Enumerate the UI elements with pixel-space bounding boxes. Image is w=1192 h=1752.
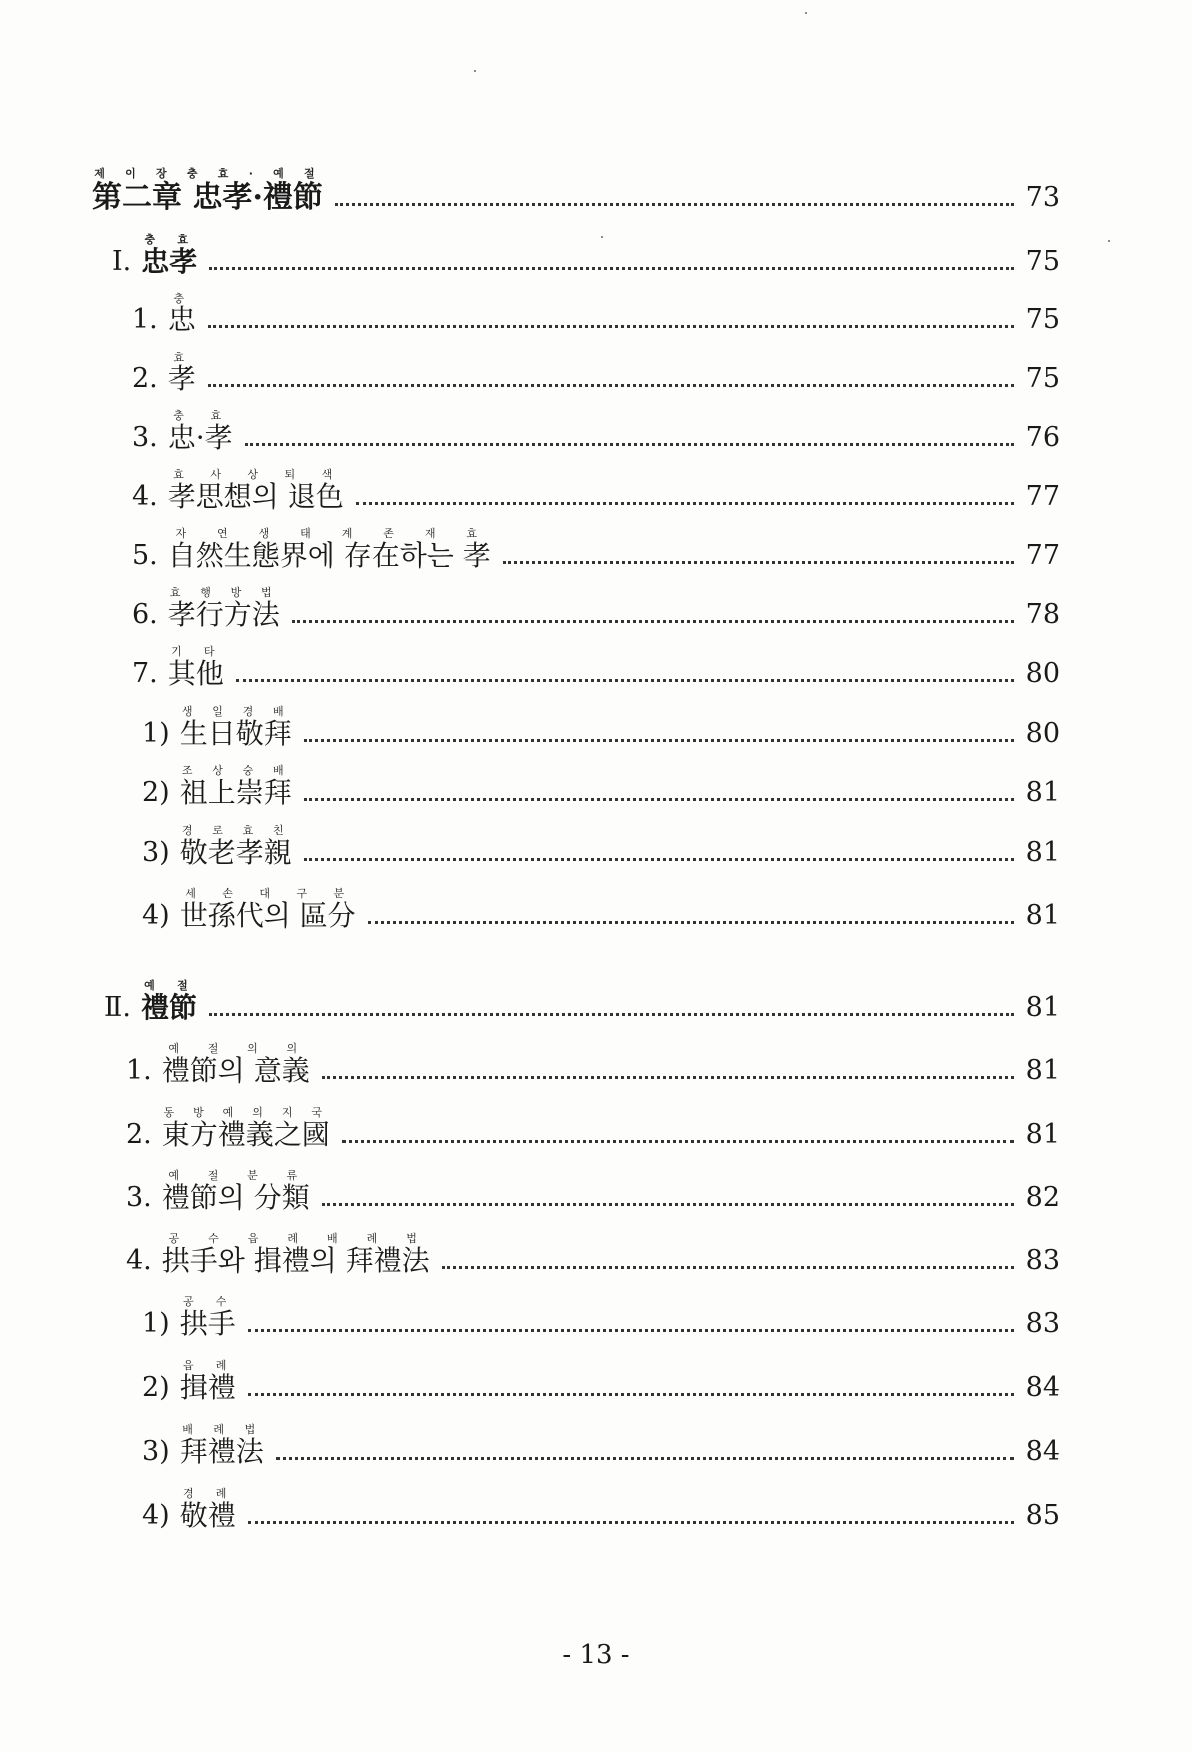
toc-entry[interactable] [132, 272, 1060, 336]
entry-title: 禮節예 절 [140, 979, 197, 1024]
entry-number: 2. [126, 1119, 152, 1150]
page-number: 84 [1025, 1436, 1060, 1467]
scan-speck [805, 12, 807, 14]
page-number: 75 [1025, 363, 1060, 394]
entry-title: 東方禮義之國동 방 예 의 지 국 [161, 1106, 330, 1151]
dot-leader [442, 1266, 1014, 1269]
page-number: 80 [1025, 718, 1060, 749]
dot-leader [356, 502, 1014, 505]
entry-number: 4) [142, 900, 170, 931]
toc-entry[interactable] [126, 1150, 1060, 1214]
entry-number: 4. [126, 1245, 152, 1276]
entry-title: 敬老孝親경 로 효 친 [179, 824, 292, 869]
toc-entry-sub[interactable] [142, 1276, 1060, 1340]
dot-leader [322, 1076, 1014, 1079]
dot-leader [248, 1393, 1014, 1396]
toc-entry-chapter[interactable] [92, 150, 1060, 214]
entry-title: 禮節의 意義예 절 의 의 [161, 1042, 310, 1087]
entry-title: 生日敬拜생 일 경 배 [179, 705, 292, 750]
toc-entry[interactable] [126, 1087, 1060, 1151]
entry-title: 拜禮法배 례 법 [179, 1423, 264, 1468]
dot-leader [208, 384, 1014, 387]
toc-entry-sub[interactable] [142, 805, 1060, 869]
dot-leader [236, 679, 1014, 682]
page-number: 76 [1025, 422, 1060, 453]
entry-number: 2) [142, 1372, 170, 1403]
dot-leader [304, 798, 1014, 801]
entry-number: 3) [142, 1436, 170, 1467]
entry-number: 7. [132, 658, 158, 689]
entry-title: 禮節의 分類예 절 분 류 [161, 1169, 310, 1214]
entry-number: 3. [126, 1182, 152, 1213]
toc-entry[interactable] [132, 331, 1060, 395]
scan-speck [474, 70, 476, 72]
entry-title: 忠충 [167, 292, 196, 336]
toc-entry[interactable] [132, 626, 1060, 690]
dot-leader [292, 620, 1014, 623]
entry-title: 孝行方法효 행 방 법 [167, 586, 280, 631]
entry-title: 孝思想의 退色효 사 상 퇴 색 [167, 468, 344, 513]
footer-page-number: - 13 - [562, 1640, 630, 1670]
dot-leader [208, 325, 1014, 328]
entry-title: 拱手와 揖禮의 拜禮法공 수 읍 례 배 례 법 [161, 1232, 430, 1277]
dot-leader [248, 1329, 1014, 1332]
entry-title: 世孫代의 區分세 손 대 구 분 [179, 887, 356, 932]
dot-leader [209, 267, 1013, 270]
dot-leader [304, 858, 1014, 861]
entry-title: 自然生態界에 存在하는 孝자 연 생 태 계 존 재 효 [167, 527, 491, 572]
toc-entry-sub[interactable] [142, 686, 1060, 750]
page-number: 83 [1025, 1245, 1060, 1276]
toc-entry-sub[interactable] [142, 745, 1060, 809]
page-number: 80 [1025, 658, 1060, 689]
toc-entry[interactable] [132, 449, 1060, 513]
entry-number: 2. [132, 363, 158, 394]
page-number: 78 [1025, 599, 1060, 630]
page-number: 85 [1025, 1500, 1060, 1531]
dot-leader [276, 1457, 1014, 1460]
page-number: 84 [1025, 1372, 1060, 1403]
entry-title: 忠·孝충 효 [167, 409, 233, 454]
entry-number: 4. [132, 481, 158, 512]
entry-title: 第二章 忠孝·禮節제 이 장 충 효 · 예 절 [92, 167, 323, 215]
entry-number: 1. [126, 1055, 152, 1086]
entry-number: 3. [132, 422, 158, 453]
page-number: 82 [1025, 1182, 1060, 1213]
toc-entry-sub[interactable] [142, 1404, 1060, 1468]
entry-title: 揖禮읍 례 [179, 1359, 236, 1404]
entry-number: Ⅱ. [104, 992, 131, 1023]
scan-speck [1108, 240, 1110, 242]
dot-leader [335, 203, 1014, 206]
dot-leader [248, 1521, 1014, 1524]
entry-number: Ⅰ. [112, 246, 132, 277]
toc-entry[interactable] [132, 567, 1060, 631]
page-number: 81 [1025, 1119, 1060, 1150]
toc-entry-sub[interactable] [142, 1340, 1060, 1404]
toc-entry[interactable] [132, 508, 1060, 572]
entry-title: 敬禮경 례 [179, 1487, 236, 1532]
page-number: 81 [1025, 837, 1060, 868]
toc-entry[interactable] [126, 1213, 1060, 1277]
dot-leader [503, 561, 1014, 564]
page-number: 81 [1025, 992, 1060, 1023]
page-number: 77 [1025, 481, 1060, 512]
entry-title: 拱手공 수 [179, 1295, 236, 1340]
page-number: 81 [1025, 1055, 1060, 1086]
toc-entry[interactable] [132, 390, 1060, 454]
page-number: 83 [1025, 1308, 1060, 1339]
page-number: 77 [1025, 540, 1060, 571]
page-number: 81 [1025, 777, 1060, 808]
page-number: 75 [1025, 304, 1060, 335]
entry-number: 2) [142, 777, 170, 808]
page-number: 73 [1025, 182, 1060, 213]
dot-leader [245, 443, 1014, 446]
page-number: 81 [1025, 900, 1060, 931]
entry-number: 5. [132, 540, 158, 571]
dot-leader [209, 1013, 1014, 1016]
toc-entry[interactable] [126, 1023, 1060, 1087]
toc-entry-sub[interactable] [142, 1468, 1060, 1532]
entry-number: 3) [142, 837, 170, 868]
entry-number: 1) [142, 1308, 170, 1339]
entry-number: 4) [142, 1500, 170, 1531]
toc-entry-sub[interactable] [142, 868, 1060, 932]
scan-speck [601, 236, 603, 238]
toc-entry-section-2[interactable] [104, 960, 1060, 1024]
entry-title: 孝효 [167, 351, 196, 395]
entry-number: 6. [132, 599, 158, 630]
dot-leader [368, 921, 1014, 924]
entry-title: 忠孝충 효 [141, 233, 198, 278]
page-number: 75 [1025, 246, 1060, 277]
entry-number: 1. [132, 304, 158, 335]
entry-title: 其他기 타 [167, 645, 224, 690]
dot-leader [304, 739, 1014, 742]
entry-title: 祖上崇拜조 상 숭 배 [179, 764, 292, 809]
dot-leader [322, 1203, 1014, 1206]
toc-entry-section-1[interactable] [112, 214, 1060, 278]
entry-number: 1) [142, 718, 170, 749]
dot-leader [342, 1140, 1014, 1143]
